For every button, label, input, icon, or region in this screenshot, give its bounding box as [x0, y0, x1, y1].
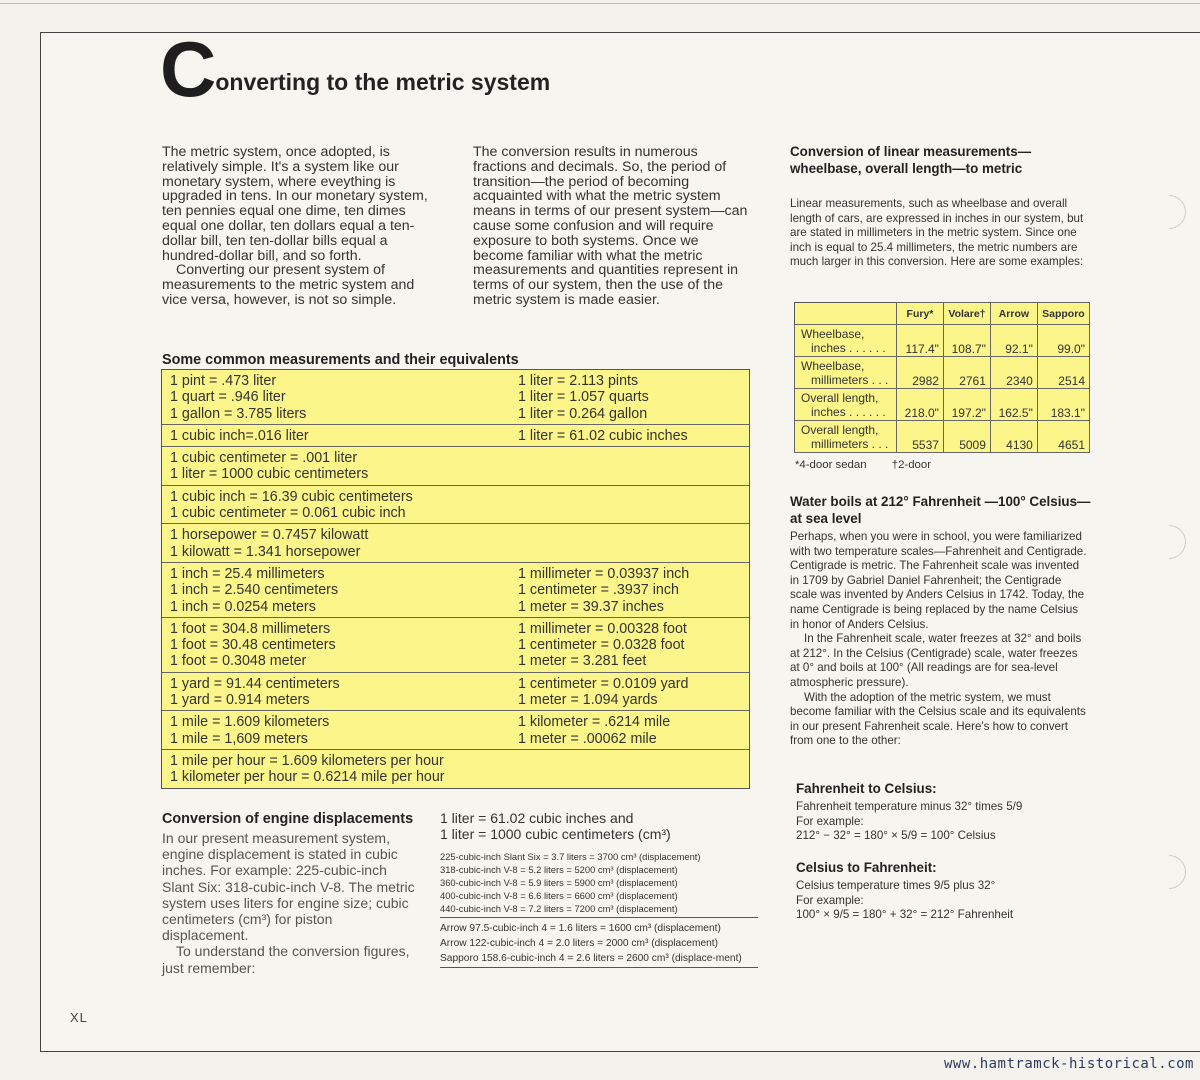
column-header: Arrow	[990, 303, 1037, 325]
intro-paragraph: Converting our present system of measurements to the metric system and vice versa, however, is not so simple.	[162, 262, 415, 308]
intro-column-1	[162, 145, 437, 308]
table-cell: 5537	[897, 421, 944, 453]
equivalent-line: 1 cubic centimeter = .001 liter	[170, 450, 358, 467]
table-cell: 92.1"	[990, 325, 1037, 357]
equivalent-line: 1 meter = .00062 mile	[518, 730, 657, 747]
measurement-left-cell	[162, 489, 512, 522]
equivalent-line: 1 centimeter = 0.0109 yard	[518, 675, 689, 692]
column-header: Volare†	[943, 303, 990, 325]
displacement-line: Sapporo 158.6-cubic-inch 4 = 2.6 liters = 2600 cm³ (displace-ment)	[440, 953, 742, 964]
footnote: †2-door	[891, 459, 931, 471]
displacement-line: Arrow 97.5-cubic-inch 4 = 1.6 liters = 1600 cm³ (displacement)	[440, 923, 721, 934]
table-row	[795, 421, 1090, 453]
measurement-right-cell	[512, 428, 749, 444]
equivalent-line: 1 yard = 0.914 meters	[170, 692, 310, 709]
measurement-row	[162, 524, 749, 563]
f-to-c-heading: Fahrenheit to Celsius:	[796, 781, 937, 796]
formula-line: For example:	[796, 893, 864, 907]
measurement-left-cell	[162, 714, 512, 747]
corner-cell	[795, 303, 897, 325]
c-to-f-formula	[796, 879, 1096, 923]
equivalent-line: 1 liter = 2.113 pints	[518, 373, 639, 389]
equivalent-line: 1 liter = 61.02 cubic inches	[518, 427, 688, 444]
measurement-right-cell	[512, 714, 749, 747]
row-label	[795, 421, 897, 453]
intro-column-2: The conversion results in numerous fractions and decimals. So, the period of transition—the period of becoming acquainted with what the metric system means in terms of our present system—can cause some confusion and will require exposure to both systems. Once we become familiar with what the metric measurements and quantities represent in terms of our system, then the use of the metric system is made easier.	[473, 144, 748, 308]
engine-paragraph: In our present measurement system, engine displacement is stated in cubic inches. For example: 225-cubic-inch Slant Six: 318-cubic-inch V-8. The metric system uses liters for engine size; cubic centimeters (cm³) for piston displacement.	[162, 830, 415, 944]
table-cell: 183.1"	[1037, 389, 1089, 421]
formula-line: For example:	[796, 814, 864, 828]
c-to-f-heading: Celsius to Fahrenheit:	[796, 860, 937, 875]
engine-body	[162, 830, 420, 976]
equivalent-line: 1 cubic inch = 16.39 cubic centimeters	[170, 488, 413, 505]
row-label-line: millimeters . . .	[811, 373, 889, 387]
equivalent-line: 1 foot = 0.3048 meter	[170, 653, 307, 670]
table-row	[795, 389, 1090, 421]
equivalent-line: 1 inch = 25.4 millimeters	[170, 565, 325, 582]
top-rule	[0, 0, 1200, 4]
equivalent-line: 1 centimeter = .3937 inch	[518, 582, 679, 599]
f-to-c-formula	[796, 800, 1096, 844]
engine-equations	[440, 810, 671, 843]
table-cell: 2340	[990, 357, 1037, 389]
row-label	[795, 325, 897, 357]
table-cell: 117.4"	[897, 325, 944, 357]
equivalent-line: 1 meter = 39.37 inches	[518, 598, 664, 615]
measurement-right-cell	[512, 621, 749, 670]
measurement-row	[162, 447, 749, 486]
equivalent-line: 1 meter = 3.281 feet	[518, 653, 647, 670]
table-cell: 2514	[1037, 357, 1089, 389]
measurement-row	[162, 711, 749, 750]
equivalent-line: 1 inch = 2.540 centimeters	[170, 582, 339, 599]
table-cell: 4130	[990, 421, 1037, 453]
measurement-row	[162, 425, 749, 447]
engine-list-import	[440, 921, 758, 968]
equivalent-line: 1 cubic centimeter = 0.061 cubic inch	[170, 505, 406, 522]
measurement-left-cell	[162, 753, 512, 786]
measurement-right-cell	[512, 373, 749, 422]
row-label	[795, 389, 897, 421]
table-cell: 2761	[943, 357, 990, 389]
equivalent-line: 1 cubic inch=.016 liter	[170, 427, 309, 444]
formula-line: Fahrenheit temperature minus 32° times 5/9	[796, 800, 1023, 813]
table-cell: 197.2"	[943, 389, 990, 421]
formula-line: 212° − 32° = 180° × 5/9 = 100° Celsius	[796, 829, 996, 843]
table-cell: 99.0"	[1037, 325, 1089, 357]
measurement-left-cell	[162, 527, 512, 560]
car-dimensions-table	[794, 302, 1090, 453]
table-row	[795, 357, 1090, 389]
row-label-line: Overall length,	[801, 423, 879, 437]
title-initial: C	[160, 25, 215, 113]
table-cell: 5009	[943, 421, 990, 453]
measurement-left-cell	[162, 450, 512, 483]
measurement-left-cell	[162, 621, 512, 670]
column-header: Sapporo	[1037, 303, 1089, 325]
displacement-line: 400-cubic-inch V-8 = 6.6 liters = 6600 cm³ (displacement)	[440, 890, 678, 901]
equivalent-line: 1 liter = 1.057 quarts	[518, 389, 649, 406]
engine-equation: 1 liter = 1000 cubic centimeters (cm³)	[440, 826, 671, 843]
measurement-right-cell	[512, 489, 749, 522]
formula-line: 100° × 9/5 = 180° + 32° = 212° Fahrenheit	[796, 908, 1014, 922]
measurement-row	[162, 563, 749, 618]
equivalent-line: 1 quart = .946 liter	[170, 389, 286, 406]
measurement-row	[162, 673, 749, 712]
table-cell: 4651	[1037, 421, 1089, 453]
displacement-line: 360-cubic-inch V-8 = 5.9 liters = 5900 cm³ (displacement)	[440, 877, 678, 888]
equivalent-line: 1 pint = .473 liter	[170, 373, 277, 389]
displacement-line: Arrow 122-cubic-inch 4 = 2.0 liters = 2000 cm³ (displacement)	[440, 938, 719, 949]
equivalent-line: 1 gallon = 3.785 liters	[170, 405, 307, 422]
row-label-line: Overall length,	[801, 391, 879, 405]
equivalent-line: 1 kilometer = .6214 mile	[518, 714, 671, 731]
equivalent-line: 1 liter = 0.264 gallon	[518, 405, 648, 422]
water-body	[790, 530, 1090, 749]
table-header-row	[795, 303, 1090, 325]
measurements-heading: Some common measurements and their equivalents	[162, 352, 519, 368]
measurement-left-cell	[162, 566, 512, 615]
engine-paragraph: To understand the conversion figures, just remember:	[162, 943, 410, 976]
water-heading: Water boils at 212° Fahrenheit —100° Celsius—at sea level	[790, 494, 1091, 526]
water-paragraph: Perhaps, when you were in school, you were familiarized with two temperature scales—Fahrenheit and Centigrade. Centigrade is metric. The Fahrenheit scale was invented in 1709 by Gabriel Daniel Fahrenheit; the Centigrade scale was invented by Anders Celsius in 1742. Today, the name Centigrade is being replaced by the name Celsius in honor of Anders Celsius.	[790, 530, 1087, 631]
equivalent-line: 1 centimeter = 0.0328 foot	[518, 637, 685, 654]
equivalent-line: 1 liter = 1000 cubic centimeters	[170, 466, 369, 483]
measurement-row	[162, 486, 749, 525]
equivalent-line: 1 millimeter = 0.00328 foot	[518, 620, 687, 637]
engine-list-domestic	[440, 850, 758, 918]
displacement-line: 440-cubic-inch V-8 = 7.2 liters = 7200 cm³ (displacement)	[440, 903, 678, 914]
engine-equation: 1 liter = 61.02 cubic inches and	[440, 810, 634, 826]
equivalent-line: 1 inch = 0.0254 meters	[170, 598, 316, 615]
table-cell: 108.7"	[943, 325, 990, 357]
measurements-table	[161, 369, 750, 789]
displacement-line: 318-cubic-inch V-8 = 5.2 liters = 5200 cm³ (displacement)	[440, 864, 678, 875]
measurement-right-cell	[512, 753, 749, 786]
watermark-url: www.hamtramck-historical.com	[943, 1056, 1194, 1072]
page-title	[160, 25, 551, 113]
equivalent-line: 1 kilowatt = 1.341 horsepower	[170, 543, 361, 560]
row-label-line: inches . . . . . .	[811, 341, 886, 355]
equivalent-line: 1 foot = 30.48 centimeters	[170, 637, 336, 654]
displacement-line: 225-cubic-inch Slant Six = 3.7 liters = 3700 cm³ (displacement)	[440, 851, 701, 862]
equivalent-line: 1 mile = 1.609 kilometers	[170, 714, 330, 731]
row-label-line: Wheelbase,	[801, 359, 865, 373]
linear-heading: Conversion of linear measurements—wheelbase, overall length—to metric	[790, 144, 1032, 176]
linear-body: Linear measurements, such as wheelbase and overall length of cars, are expressed in inches in our system, but are stated in millimeters in the metric system. Since one inch is equal to 25.4 millimeters, the metric numbers are much larger in this conversion. Here are some examples:	[790, 197, 1084, 269]
table-cell: 2982	[897, 357, 944, 389]
measurement-row	[162, 370, 749, 425]
equivalent-line: 1 meter = 1.094 yards	[518, 692, 658, 709]
equivalent-line: 1 mile = 1,609 meters	[170, 730, 308, 747]
table-cell: 162.5"	[990, 389, 1037, 421]
measurement-right-cell	[512, 527, 749, 560]
measurement-left-cell	[162, 373, 512, 422]
equivalent-line: 1 foot = 304.8 millimeters	[170, 620, 331, 637]
intro-paragraph: The metric system, once adopted, is relatively simple. It's a system like our monetary system, where eveything is upgraded in tens. In our monetary system, ten pennies equal one dime, ten dimes equal one dollar, ten dollars equal a ten-dollar bill, ten ten-dollar bills equal a hundred-dollar bill, and so forth.	[162, 144, 428, 264]
formula-line: Celsius temperature times 9/5 plus 32°	[796, 879, 996, 892]
equivalent-line: 1 mile per hour = 1.609 kilometers per hour	[170, 752, 444, 769]
table-cell: 218.0"	[897, 389, 944, 421]
title-text: onverting to the metric system	[215, 69, 551, 95]
equivalent-line: 1 kilometer per hour = 0.6214 mile per hour	[170, 769, 445, 786]
column-header: Fury*	[897, 303, 944, 325]
row-label	[795, 357, 897, 389]
page-number: XL	[70, 1010, 88, 1025]
measurement-row	[162, 750, 749, 788]
table-row	[795, 325, 1090, 357]
measurement-left-cell	[162, 676, 512, 709]
equivalent-line: 1 millimeter = 0.03937 inch	[518, 565, 690, 582]
equivalent-line: 1 horsepower = 0.7457 kilowatt	[170, 527, 369, 544]
row-label-line: Wheelbase,	[801, 327, 865, 341]
measurement-left-cell	[162, 428, 512, 444]
measurement-right-cell	[512, 566, 749, 615]
row-label-line: inches . . . . . .	[811, 405, 886, 419]
row-label-line: millimeters . . .	[811, 437, 889, 451]
water-paragraph: With the adoption of the metric system, we must become familiar with the Celsius scale and its equivalents in our present Fahrenheit scale. Here's how to convert from one to the other:	[790, 690, 1086, 748]
measurement-row	[162, 618, 749, 673]
engine-heading: Conversion of engine displacements	[162, 811, 414, 827]
measurement-right-cell	[512, 676, 749, 709]
measurement-right-cell	[512, 450, 749, 483]
equivalent-line: 1 yard = 91.44 centimeters	[170, 675, 340, 692]
table-footnotes	[795, 459, 953, 471]
footnote: *4-door sedan	[795, 459, 867, 471]
water-paragraph: In the Fahrenheit scale, water freezes at 32° and boils at 212°. In the Celsius (Centigrade) scale, water freezes at 0° and boils at 100° (All readings are for sea-level atmospheric pressure).	[790, 632, 1082, 689]
